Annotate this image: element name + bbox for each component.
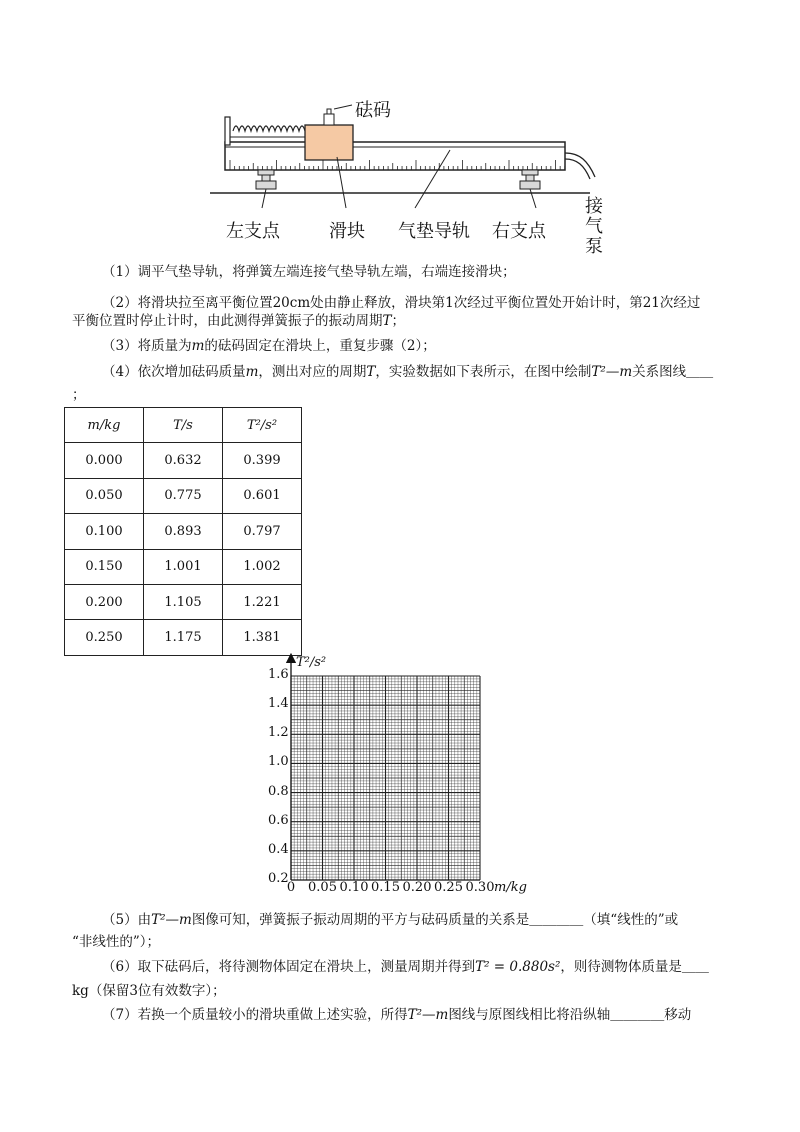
air-track-label: 气垫导轨 (398, 221, 470, 242)
table-row (65, 549, 302, 584)
x-tick-label: 0.10 (339, 880, 369, 895)
left-support-label: 左支点 (226, 221, 280, 242)
y-tick-label: 0.6 (268, 812, 289, 828)
table-cell: 0.797 (223, 514, 302, 549)
table-cell: 1.175 (144, 620, 223, 655)
table-cell: 0.399 (223, 443, 302, 478)
graph-ylabel: T²/s² (296, 655, 327, 670)
table-cell: 0.200 (65, 584, 144, 619)
table-cell: 1.381 (223, 620, 302, 655)
table-cell: 0.632 (144, 443, 223, 478)
right-support-label: 右支点 (492, 221, 546, 242)
table-cell: 0.100 (65, 514, 144, 549)
table-row (65, 443, 302, 478)
y-tick-label: 1.6 (268, 667, 289, 682)
pump-label-3: 泵 (585, 236, 603, 257)
slider-label: 滑块 (329, 221, 365, 242)
step-2-cont: 平衡位置时停止计时，由此测得弹簧振子的振动周期T； (72, 313, 406, 329)
header-t2: T²/s² (223, 408, 302, 443)
table-row (65, 584, 302, 619)
x-tick-label: 0 (286, 880, 296, 895)
question-6-cont: kg（保留3位有效数字）； (72, 983, 226, 999)
data-table (64, 407, 302, 656)
step-3: （3）将质量为m的砝码固定在滑块上，重复步骤（2）； (102, 338, 436, 354)
table-cell: 1.221 (223, 584, 302, 619)
graph-xlabel: m/kg (494, 880, 527, 895)
table-cell: 0.601 (223, 478, 302, 513)
x-tick-label: 0.05 (308, 880, 337, 895)
y-tick-label: 1.0 (268, 754, 289, 770)
x-tick-label: 0.20 (402, 880, 432, 895)
table-row (65, 514, 302, 549)
question-5: （5）由T²—m图像可知，弹簧振子振动周期的平方与砝码质量的关系是＿＿＿＿（填“线性的”或 (102, 912, 679, 928)
table-cell: 0.893 (144, 514, 223, 549)
step-4-end: ； (72, 387, 86, 403)
table-cell: 0.150 (65, 549, 144, 584)
answer-blank[interactable]: ＿＿ (686, 364, 714, 380)
table-cell: 1.105 (144, 584, 223, 619)
x-tick-label: 0.15 (371, 880, 400, 895)
y-tick-label: 1.2 (268, 725, 289, 741)
y-tick-label: 1.4 (268, 696, 289, 712)
table-row (65, 478, 302, 513)
step-4: （4）依次增加砝码质量m，测出对应的周期T，实验数据如下表所示，在图中绘制T²—m关系图线＿＿ (102, 364, 714, 380)
table-cell: 0.775 (144, 478, 223, 513)
question-7: （7）若换一个质量较小的滑块重做上述实验，所得T²—m图线与原图线相比将沿纵轴＿＿＿＿移动 (102, 1007, 692, 1023)
pump-label-1: 接 (585, 196, 603, 217)
table-row (65, 620, 302, 655)
step-2: （2）将滑块拉至离平衡位置20cm处由静止释放，滑块第1次经过平衡位置处开始计时，第21次经过 (102, 295, 701, 311)
header-t: T/s (144, 408, 223, 443)
y-tick-label: 0.2 (268, 871, 289, 886)
weight-label: 砝码 (355, 100, 391, 121)
header-m: m/kg (65, 408, 144, 443)
y-tick-label: 0.4 (268, 841, 289, 857)
table-cell: 1.002 (223, 549, 302, 584)
y-tick-label: 0.8 (268, 783, 289, 799)
graph-paper (250, 652, 550, 897)
table-cell: 1.001 (144, 549, 223, 584)
x-tick-label: 0.30 (465, 880, 495, 895)
table-cell: 0.050 (65, 478, 144, 513)
question-6: （6）取下砝码后，将待测物体固定在滑块上，测量周期并得到T² = 0.880s²，则待测物体质量是＿＿ (102, 959, 709, 975)
pump-label-2: 气 (585, 216, 603, 237)
table-header-row (65, 408, 302, 443)
x-tick-label: 0.25 (434, 880, 463, 895)
question-5-cont: “非线性的”）； (72, 934, 161, 950)
table-cell: 0.000 (65, 443, 144, 478)
table-cell: 0.250 (65, 620, 144, 655)
step-1: （1）调平气垫导轨，将弹簧左端连接气垫导轨左端，右端连接滑块； (102, 264, 516, 280)
